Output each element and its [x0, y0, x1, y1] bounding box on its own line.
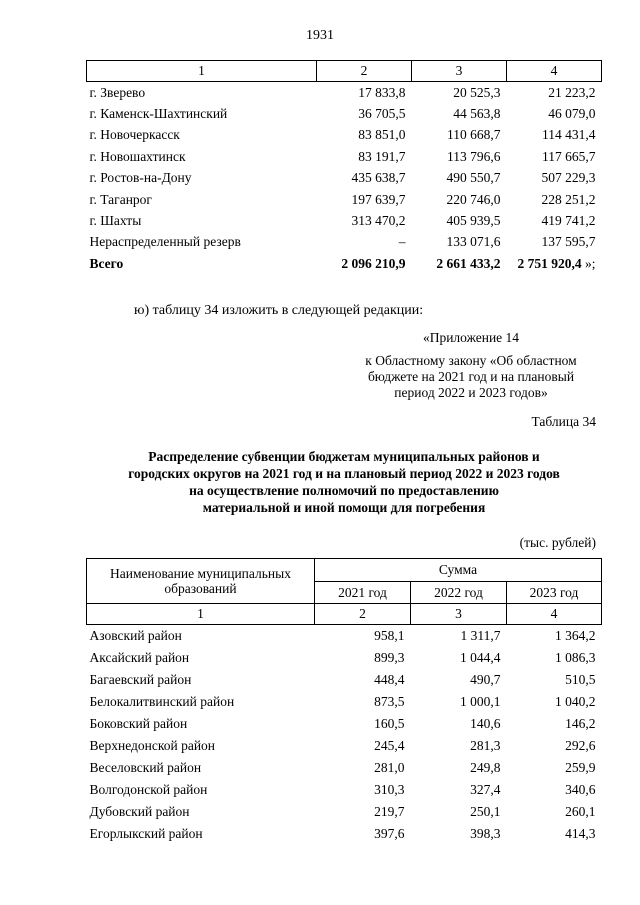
value-2021: 36 705,5 — [358, 106, 406, 122]
value-2023: 1 086,3 — [555, 650, 596, 665]
value-2023: 419 741,2 — [541, 213, 596, 229]
value-2021: 899,3 — [374, 650, 405, 665]
total-label: Всего — [89, 255, 124, 271]
total-value-2021: 2 096 210,9 — [341, 255, 406, 271]
municipality-column-header — [87, 559, 315, 604]
municipality-name: Егорлыкский район — [89, 826, 203, 841]
value-2021: 281,0 — [374, 760, 405, 775]
value-2022: 44 563,8 — [453, 106, 501, 122]
table-row — [87, 189, 602, 210]
municipality-name: г. Новочеркасск — [89, 127, 180, 143]
appendix-line: к Областному закону «Об областном — [365, 353, 577, 368]
municipality-name: г. Новошахтинск — [89, 148, 186, 164]
column-number: 2 — [315, 604, 411, 625]
value-2021: 873,5 — [374, 694, 405, 709]
table-row — [87, 691, 602, 713]
value-2022: 398,3 — [470, 826, 501, 841]
table-row — [87, 823, 602, 845]
table-row — [87, 210, 602, 231]
page-number: 1931 — [306, 28, 334, 43]
value-2022: 220 746,0 — [446, 191, 501, 207]
value-2023: 260,1 — [565, 804, 596, 819]
value-2023: 259,9 — [565, 760, 596, 775]
value-2023: 114 431,4 — [542, 127, 596, 143]
column-number: 1 — [87, 61, 317, 82]
column-number: 1 — [87, 604, 315, 625]
municipality-name: Багаевский район — [89, 672, 192, 687]
table-row — [87, 625, 602, 648]
total-value-2023 — [507, 253, 602, 274]
table-row — [87, 232, 602, 253]
municipality-name: Волгодонской район — [89, 782, 208, 797]
municipality-name: Веселовский район — [89, 760, 202, 775]
table-row — [87, 146, 602, 167]
value-2023: 137 595,7 — [541, 234, 596, 250]
value-2023: 21 223,2 — [548, 84, 596, 100]
heading-line: на осуществление полномочий по предоставлению — [189, 483, 499, 498]
amendment-item-text: ю) таблицу 34 изложить в следующей редакции: — [134, 303, 424, 318]
value-2021: 397,6 — [374, 826, 405, 841]
value-2022: 405 939,5 — [446, 213, 501, 229]
value-2022: 1 000,1 — [460, 694, 501, 709]
total-value-2023-number: 2 751 920,4 — [517, 255, 582, 271]
value-2022: 250,1 — [470, 804, 501, 819]
value-2022: 140,6 — [470, 716, 501, 731]
sum-column-header: Сумма — [315, 559, 602, 582]
table-row — [87, 779, 602, 801]
value-2021: 435 638,7 — [351, 170, 406, 186]
municipality-name: г. Каменск-Шахтинский — [89, 106, 228, 122]
column-number: 3 — [412, 61, 507, 82]
column-number: 4 — [507, 61, 602, 82]
table-row — [87, 168, 602, 189]
header-line: Наименование муниципальных — [110, 566, 291, 581]
table-heading — [84, 448, 604, 516]
value-2021: 219,7 — [374, 804, 405, 819]
table-row — [87, 713, 602, 735]
value-2023: 46 079,0 — [548, 106, 596, 122]
value-2022: 133 071,6 — [446, 234, 501, 250]
value-2021: 310,3 — [374, 782, 405, 797]
value-2022: 1 311,7 — [460, 628, 501, 643]
column-number: 4 — [507, 604, 602, 625]
appendix-line: период 2022 и 2023 годов» — [394, 385, 548, 400]
header-row — [87, 559, 602, 582]
value-2021: – — [398, 234, 406, 250]
table-label: Таблица 34 — [531, 414, 596, 429]
value-2023: 414,3 — [565, 826, 596, 841]
table-row — [87, 647, 602, 669]
municipality-name: г. Ростов-на-Дону — [89, 170, 192, 186]
year-header: 2023 год — [507, 582, 602, 604]
municipality-name: Белокалитвинский район — [89, 694, 235, 709]
municipality-name: г. Таганрог — [89, 191, 152, 207]
table-row — [87, 757, 602, 779]
value-2023: 507 229,3 — [541, 170, 596, 186]
value-2022: 1 044,4 — [460, 650, 501, 665]
closing-quote: »; — [581, 255, 596, 271]
appendix-line: бюджете на 2021 год и на плановый — [367, 369, 575, 384]
municipality-name: Азовский район — [89, 628, 182, 643]
municipality-name: Аксайский район — [89, 650, 190, 665]
municipality-name: Нераспределенный резерв — [89, 234, 241, 250]
municipality-name: Верхнедонской район — [89, 738, 216, 753]
value-2023: 1 040,2 — [555, 694, 596, 709]
value-2022: 490,7 — [470, 672, 501, 687]
value-2023: 117 665,7 — [542, 148, 596, 164]
value-2021: 313 470,2 — [351, 213, 406, 229]
column-number: 3 — [411, 604, 507, 625]
value-2022: 113 796,6 — [447, 148, 501, 164]
value-2023: 1 364,2 — [555, 628, 596, 643]
column-number: 2 — [317, 61, 412, 82]
value-2021: 83 851,0 — [358, 127, 406, 143]
column-number-row — [87, 61, 602, 82]
value-2021: 448,4 — [374, 672, 405, 687]
header-line: образований — [164, 581, 237, 596]
table-row — [87, 82, 602, 104]
value-2022: 327,4 — [470, 782, 501, 797]
municipality-name: Боковский район — [89, 716, 188, 731]
table-row — [87, 801, 602, 823]
value-2023: 228 251,2 — [541, 191, 596, 207]
value-2023: 292,6 — [565, 738, 596, 753]
units-label: (тыс. рублей) — [519, 535, 596, 550]
value-2023: 146,2 — [565, 716, 596, 731]
heading-line: Распределение субвенции бюджетам муниципальных районов и — [148, 449, 540, 464]
value-2022: 20 525,3 — [453, 84, 501, 100]
year-header: 2021 год — [315, 582, 411, 604]
table-row — [87, 103, 602, 124]
column-number-row — [87, 604, 602, 625]
table-row — [87, 669, 602, 691]
subvention-table-continued — [86, 60, 602, 275]
value-2021: 17 833,8 — [358, 84, 406, 100]
value-2021: 958,1 — [374, 628, 405, 643]
value-2021: 160,5 — [374, 716, 405, 731]
value-2021: 83 191,7 — [358, 148, 406, 164]
total-value-2022: 2 661 433,2 — [436, 255, 501, 271]
heading-line: материальной и иной помощи для погребения — [202, 500, 486, 515]
value-2022: 490 550,7 — [446, 170, 501, 186]
value-2021: 197 639,7 — [351, 191, 406, 207]
value-2023: 510,5 — [565, 672, 596, 687]
appendix-title: «Приложение 14 — [422, 330, 520, 345]
value-2022: 110 668,7 — [447, 127, 501, 143]
value-2023: 340,6 — [565, 782, 596, 797]
value-2022: 249,8 — [470, 760, 501, 775]
municipality-name: г. Зверево — [89, 84, 146, 100]
year-header: 2022 год — [411, 582, 507, 604]
table-row — [87, 125, 602, 146]
appendix-reference — [340, 353, 602, 401]
value-2022: 281,3 — [470, 738, 501, 753]
table-row — [87, 735, 602, 757]
municipality-name: г. Шахты — [89, 213, 142, 229]
municipality-name: Дубовский район — [89, 804, 190, 819]
value-2021: 245,4 — [374, 738, 405, 753]
subvention-table-34 — [86, 558, 602, 845]
heading-line: городских округов на 2021 год и на плановый период 2022 и 2023 годов — [128, 466, 560, 481]
total-row — [87, 253, 602, 274]
